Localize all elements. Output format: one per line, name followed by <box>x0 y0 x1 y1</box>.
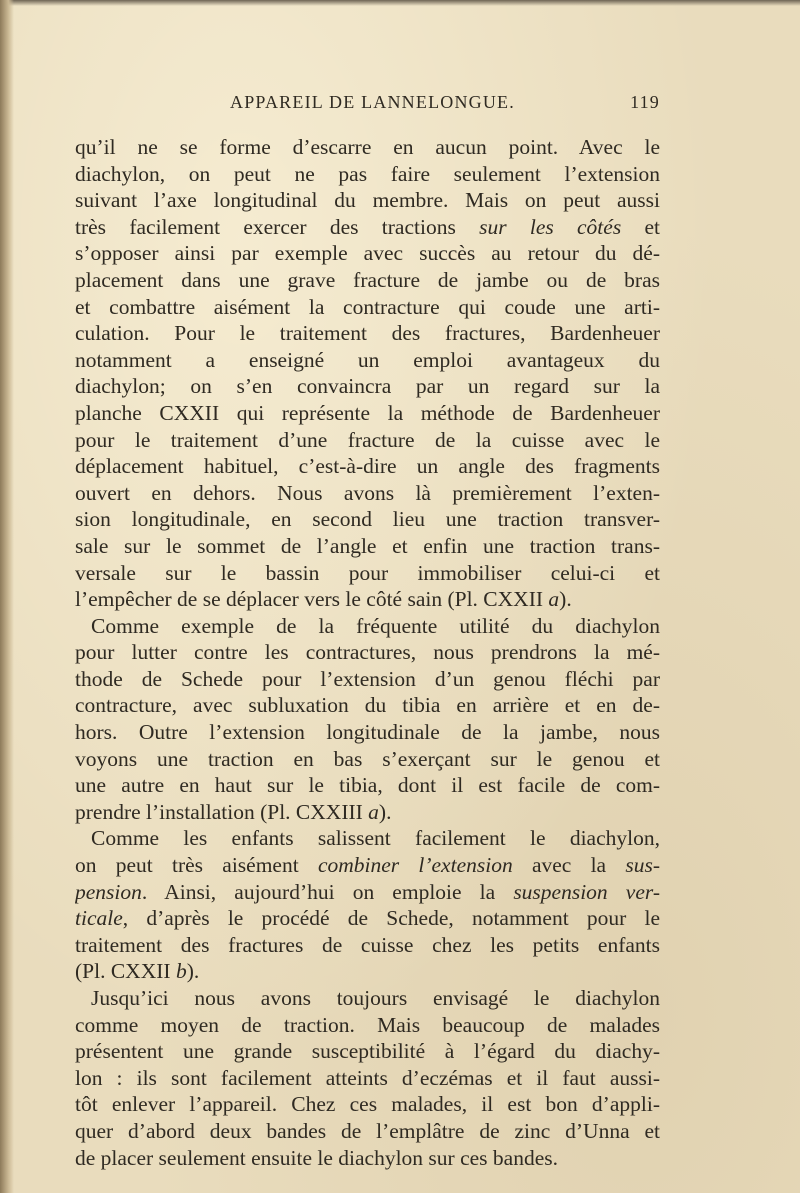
text-run: et combattre aisément la contracture qui coude une arti- <box>75 294 660 319</box>
text-run: déplacement habituel, c’est-à-dire un angle des fragments <box>75 454 660 479</box>
text-line <box>75 932 660 959</box>
text-run: diachylon; on s’en convaincra par un regard sur la <box>75 374 660 399</box>
text-run: une autre en haut sur le tibia, dont il est facile de com- <box>75 773 660 798</box>
italic-phrase: sur les côtés <box>479 214 622 239</box>
italic-phrase: combiner l’extension <box>317 853 513 878</box>
text-run: et <box>621 214 660 239</box>
italic-phrase: a <box>368 799 379 824</box>
body-text <box>75 134 660 1171</box>
text-run: diachylon, on peut ne pas faire seulement l’extension <box>75 161 660 186</box>
text-run: très facilement exercer des tractions <box>75 214 480 239</box>
italic-phrase: ticale <box>75 906 123 931</box>
page-number: 119 <box>630 92 660 112</box>
text-line <box>75 187 660 214</box>
text-run: . Ainsi, aujourd’hui on emploie la <box>141 879 514 904</box>
text-line <box>75 772 660 799</box>
text-run: versale sur le bassin pour immobiliser celui-ci et <box>75 560 660 585</box>
text-line <box>75 161 660 188</box>
text-line <box>75 453 660 480</box>
text-line <box>75 480 660 507</box>
text-line <box>75 586 660 613</box>
text-line <box>75 427 660 454</box>
text-run: , d’après le procédé de Schede, notamment pour le <box>122 906 660 931</box>
text-run: l’empêcher de se déplacer vers le côté sain (Pl. CXXII <box>75 587 549 612</box>
text-line <box>75 560 660 587</box>
text-run: ). <box>378 799 392 824</box>
text-line <box>75 214 660 241</box>
running-title: APPAREIL DE LANNELONGUE. <box>230 92 515 112</box>
text-run: Comme les enfants salissent facilement le diachylon, <box>91 826 660 851</box>
text-run: contracture, avec subluxation du tibia en arrière et en de- <box>75 693 660 718</box>
running-head <box>75 92 660 118</box>
text-run: thode de Schede pour l’extension d’un genou fléchi par <box>75 666 660 691</box>
text-line <box>75 506 660 533</box>
text-run: voyons une traction en bas s’exerçant sur le genou et <box>75 746 660 771</box>
text-line <box>75 852 660 879</box>
text-line <box>75 613 660 640</box>
text-run: prendre l’installation (Pl. CXXIII <box>75 799 369 824</box>
text-run: avec la <box>512 853 626 878</box>
text-run: ouvert en dehors. Nous avons là premièrement l’exten- <box>75 480 660 505</box>
italic-phrase: a <box>548 587 560 612</box>
page-top-edge <box>0 0 800 6</box>
text-line <box>75 320 660 347</box>
text-run: placement dans une grave fracture de jambe ou de bras <box>75 267 660 292</box>
text-line <box>75 1065 660 1092</box>
text-line <box>75 1145 660 1172</box>
text-run: quer d’abord deux bandes de l’emplâtre de zinc d’Unna et <box>75 1118 660 1143</box>
italic-phrase: pension <box>75 879 142 904</box>
text-run: culation. Pour le traitement des fractures, Bardenheuer <box>75 321 660 346</box>
text-line <box>75 692 660 719</box>
text-line <box>75 666 660 693</box>
text-line <box>75 1038 660 1065</box>
text-line <box>75 1118 660 1145</box>
text-run: traitement des fractures de cuisse chez les petits enfants <box>75 932 660 957</box>
text-run: de placer seulement ensuite le diachylon sur ces bandes. <box>75 1145 558 1170</box>
text-run: hors. Outre l’extension longitudinale de la jambe, nous <box>75 720 660 745</box>
text-line <box>75 958 660 985</box>
text-run: ). <box>559 587 572 612</box>
text-run: planche CXXII qui représente la méthode de Bardenheuer <box>75 400 660 425</box>
text-line <box>75 719 660 746</box>
text-run: Comme exemple de la fréquente utilité du diachylon <box>91 613 660 638</box>
text-line <box>75 825 660 852</box>
text-run: qu’il ne se forme d’escarre en aucun point. Avec le <box>75 135 660 159</box>
text-run: sion longitudinale, en second lieu une traction transver- <box>75 507 660 532</box>
text-run: s’opposer ainsi par exemple avec succès au retour du dé- <box>75 241 660 266</box>
text-run: pour le traitement d’une fracture de la cuisse avec le <box>75 427 660 452</box>
text-line <box>75 134 660 161</box>
italic-phrase: b <box>175 959 187 984</box>
text-line <box>75 799 660 826</box>
text-run: comme moyen de traction. Mais beaucoup de malades <box>75 1012 660 1037</box>
text-run: tôt enlever l’appareil. Chez ces malades, il est bon d’appli- <box>75 1092 660 1117</box>
italic-phrase: sus- <box>625 853 660 878</box>
text-line <box>75 879 660 906</box>
text-run: Jusqu’ici nous avons toujours envisagé le diachylon <box>91 986 660 1010</box>
text-line <box>75 746 660 773</box>
text-line <box>75 347 660 374</box>
text-run: lon : ils sont facilement atteints d’eczémas et il faut aussi- <box>75 1065 660 1090</box>
text-line <box>75 373 660 400</box>
text-line <box>75 294 660 321</box>
text-line <box>75 533 660 560</box>
text-run: présentent une grande susceptibilité à l’égard du diachy- <box>75 1039 660 1064</box>
text-run: (Pl. CXXII <box>75 959 176 984</box>
text-line <box>75 1091 660 1118</box>
text-run: on peut très aisément <box>75 853 318 878</box>
text-line <box>75 267 660 294</box>
text-run: ). <box>186 959 200 984</box>
italic-phrase: suspension ver- <box>513 879 660 904</box>
text-line <box>75 985 660 1012</box>
text-line <box>75 240 660 267</box>
text-run: pour lutter contre les contractures, nous prendrons la mé- <box>75 640 660 665</box>
text-line <box>75 400 660 427</box>
text-line <box>75 905 660 932</box>
text-line <box>75 639 660 666</box>
text-run: notamment a enseigné un emploi avantageux du <box>75 347 660 372</box>
text-run: sale sur le sommet de l’angle et enfin une traction trans- <box>75 533 660 558</box>
text-line <box>75 1012 660 1039</box>
text-run: suivant l’axe longitudinal du membre. Mais on peut aussi <box>75 188 660 213</box>
book-gutter <box>0 0 14 1193</box>
